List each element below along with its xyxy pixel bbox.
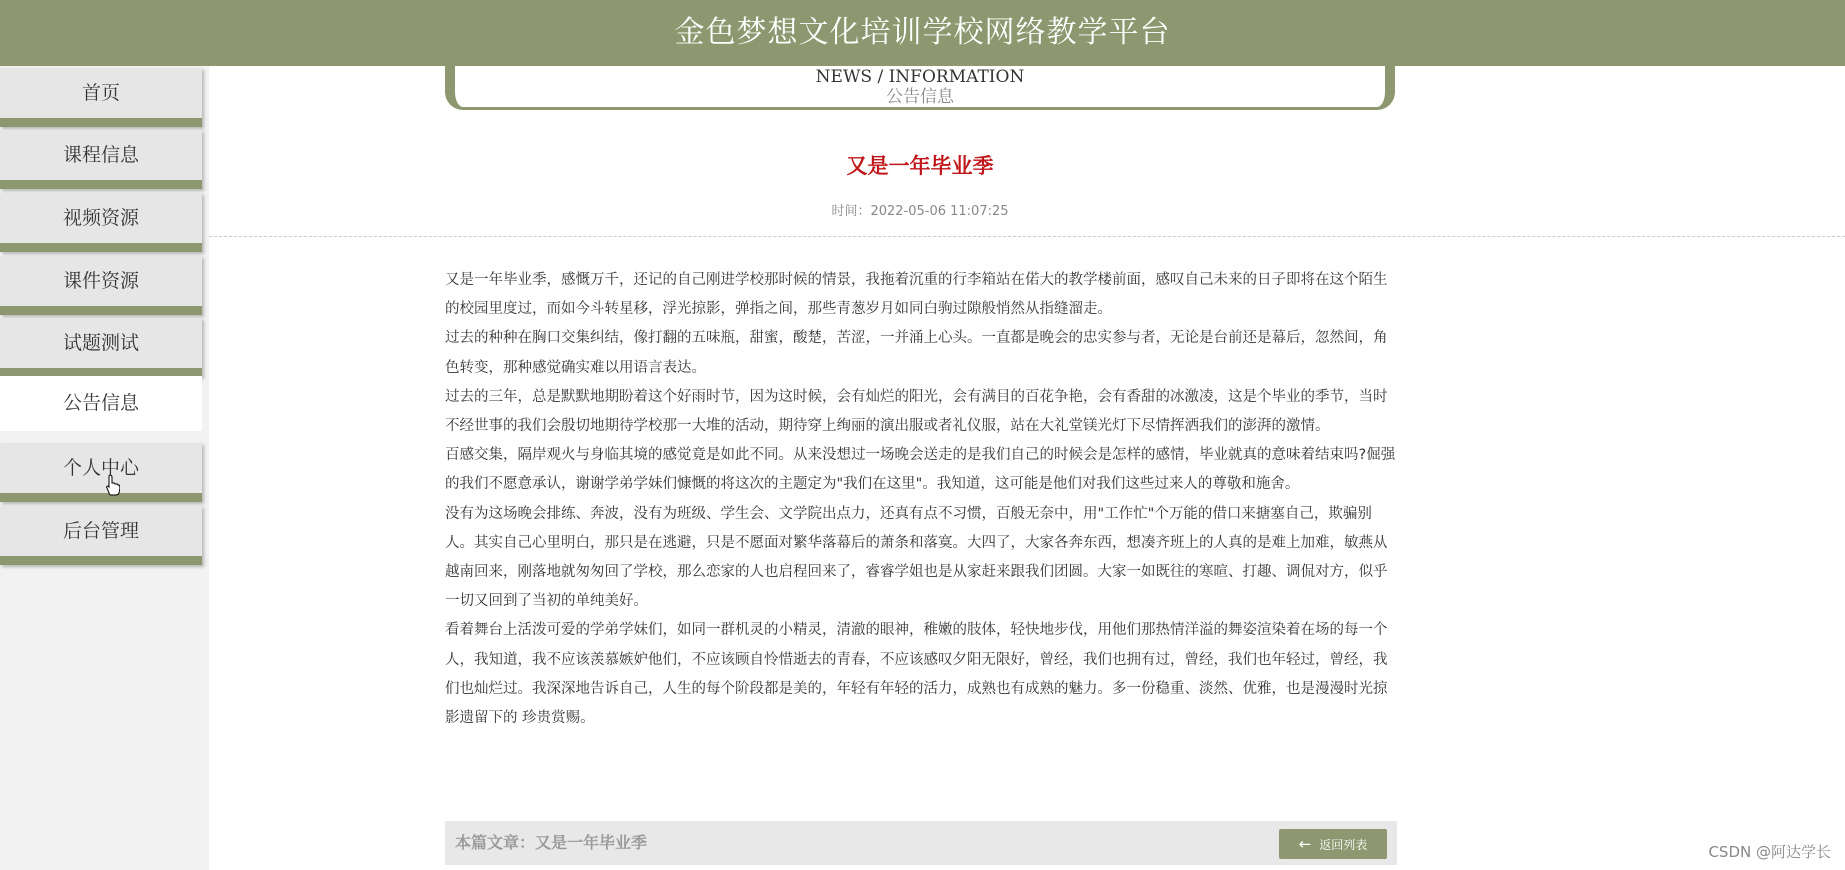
article-title: 又是一年毕业季 (846, 154, 994, 178)
sidebar-item-home[interactable]: 首页 (0, 68, 202, 127)
sidebar-item-personal-center[interactable]: 个人中心 (0, 443, 202, 502)
news-section-header (445, 66, 1395, 110)
sidebar-item-admin[interactable]: 后台管理 (0, 506, 202, 565)
article-paragraph: 百感交集，隔岸观火与身临其境的感觉竟是如此不同。从来没想过一场晚会送走的是我们自己的时候会是怎样的感情，毕业就真的意味着结束吗?倔强的我们不愿意承认，谢谢学弟学妹们慷慨的将这次的主题定为"我们在这里"。我知道，这可能是他们对我们这些过来人的尊敬和施舍。 (445, 447, 1396, 493)
sidebar-item-announcements[interactable]: 公告信息 (0, 376, 202, 431)
divider (209, 236, 1845, 237)
main-content (209, 66, 1845, 870)
site-title: 金色梦想文化培训学校网络教学平台 (674, 15, 1171, 50)
sidebar-item-tests[interactable]: 试题测试 (0, 318, 202, 377)
article-time: 时间：2022-05-06 11:07:25 (831, 204, 1009, 219)
current-article-label: 本篇文章：又是一年毕业季 (455, 833, 648, 852)
site-header (0, 0, 1845, 66)
article-paragraph: 过去的种种在胸口交集纠结，像打翻的五味瓶，甜蜜，酸楚，苦涩，一并涌上心头。一直都是晚会的忠实参与者，无论是台前还是幕后，忽然间，角色转变，那种感觉确实难以用语言表达。 (445, 330, 1388, 376)
article-paragraph: 没有为这场晚会排练、奔波，没有为班级、学生会、文学院出点力，还真有点不习惯，百般无奈中，用"工作忙"个万能的借口来搪塞自己，欺骗别人。其实自己心里明白，那只是在逃避，只是不愿面对繁华落幕后的萧条和落寞。大四了，大家各奔东西，想凑齐班上的人真的是难上加难，敏燕从越南回来，刚落地就匆匆回了学校，那么恋家的人也启程回来了，睿睿学姐也是从家赶来跟我们团圆。大家一如既往的寒暄、打趣、调侃对方，似乎一切又回到了当初的单纯美好。 (445, 505, 1388, 610)
back-to-list-button[interactable] (1279, 829, 1387, 859)
sidebar-item-videos[interactable]: 视频资源 (0, 193, 202, 252)
news-header-cn: 公告信息 (886, 87, 954, 107)
article-footer (445, 821, 1397, 865)
back-to-list-label: 返回列表 (1319, 838, 1368, 852)
article-paragraph: 看着舞台上活泼可爱的学弟学妹们，如同一群机灵的小精灵，清澈的眼神，稚嫩的肢体，轻快地步伐，用他们那热情洋溢的舞姿渲染着在场的每一个人，我知道，我不应该羡慕嫉妒他们，不应该顾自怜惜逝去的青春，不应该感叹夕阳无限好，曾经，我们也拥有过，曾经，我们也年轻过，曾经，我们也灿烂过。我深深地告诉自己，人生的每个阶段都是美的，年轻有年轻的活力，成熟也有成熟的魅力。多一份稳重、淡然、优雅，也是漫漫时光掠影遗留下的 珍贵赏赐。 (445, 622, 1388, 727)
article-paragraph: 过去的三年，总是默默地期盼着这个好雨时节，因为这时候，会有灿烂的阳光，会有满目的百花争艳，会有香甜的冰激凌，这是个毕业的季节，当时不经世事的我们会殷切地期待学校那一大堆的活动，期待穿上绚丽的演出服或者礼仪服，站在大礼堂镁光灯下尽情挥洒我们的澎湃的激情。 (445, 388, 1388, 435)
sidebar (0, 66, 209, 870)
article-paragraph: 又是一年毕业季，感慨万千，还记的自己刚进学校那时候的情景，我拖着沉重的行李箱站在偌大的教学楼前面，感叹自己未来的日子即将在这个陌生的校园里度过，而如今斗转星移，浮光掠影，弹指之间，那些青葱岁月如同白驹过隙般悄然从指缝溜走。 (445, 272, 1388, 318)
hand-cursor-icon (106, 474, 120, 496)
arrow-left-icon: ← (1298, 835, 1312, 853)
sidebar-item-courses[interactable]: 课程信息 (0, 130, 202, 189)
sidebar-item-courseware[interactable]: 课件资源 (0, 256, 202, 315)
article-body (445, 266, 1397, 733)
news-header-en: NEWS / INFORMATION (815, 67, 1025, 87)
watermark: CSDN @阿达学长 (1708, 843, 1831, 861)
